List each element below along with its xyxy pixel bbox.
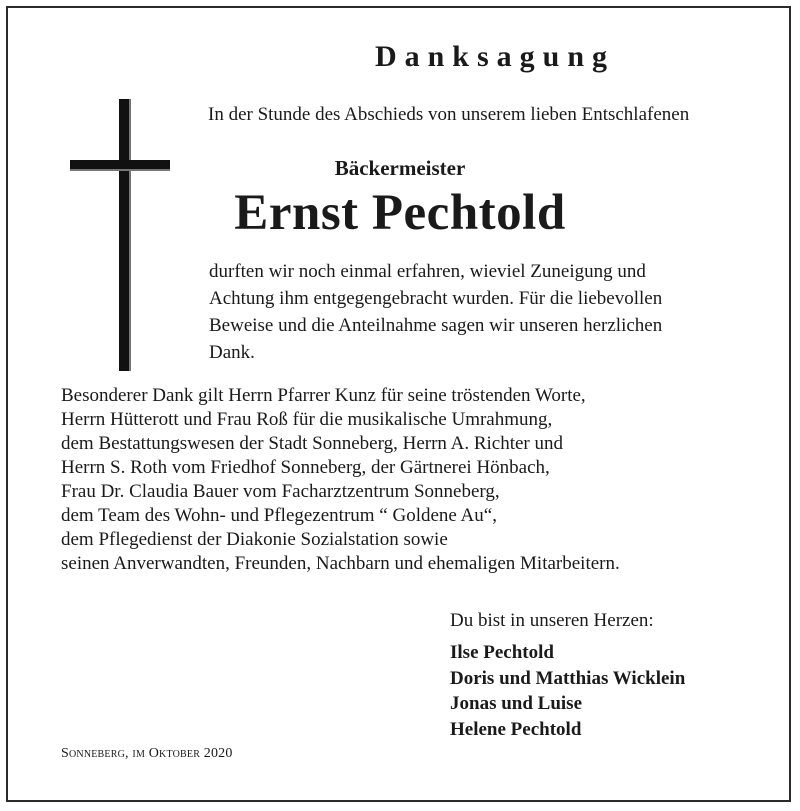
thanks-line: Beweise und die Anteilnahme sagen wir unseren herzlichen <box>209 315 663 336</box>
special-thanks-line: Herrn S. Roth vom Friedhof Sonneberg, der Gärtnerei Hönbach, <box>61 457 550 478</box>
thanks-line: durften wir noch einmal erfahren, wieviel Zuneigung und <box>209 261 646 282</box>
closing-line: Du bist in unseren Herzen: <box>450 610 654 631</box>
thanks-line: Achtung ihm entgegengebracht wurden. Für die liebevollen <box>209 288 663 309</box>
special-thanks-line: Frau Dr. Claudia Bauer vom Facharztzentrum Sonneberg, <box>61 481 500 502</box>
thanks-paragraph <box>209 258 769 366</box>
deceased-name: Ernst Pechtold <box>234 185 566 241</box>
special-thanks-paragraph <box>61 384 761 576</box>
mourner-name: Ilse Pechtold <box>450 642 554 663</box>
mourner-name: Doris und Matthias Wicklein <box>450 667 686 689</box>
cross-icon <box>68 96 202 374</box>
mourner-name: Helene Pechtold <box>450 718 582 740</box>
intro-text: In der Stunde des Abschieds von unserem lieben Entschlafenen <box>208 104 690 125</box>
special-thanks-line: dem Bestattungswesen der Stadt Sonneberg, Herrn A. Richter und <box>61 433 563 454</box>
deceased-role: Bäckermeister <box>334 156 466 180</box>
mourner-name: Jonas und Luise <box>450 693 583 714</box>
mourner-list <box>450 640 685 742</box>
special-thanks-line: dem Pflegedienst der Diakonie Sozialstation sowie <box>61 529 448 550</box>
special-thanks-line: dem Team des Wohn- und Pflegezentrum “ Goldene Au“, <box>61 505 497 526</box>
special-thanks-line: seinen Anverwandten, Freunden, Nachbarn und ehemaligen Mitarbeitern. <box>61 553 620 574</box>
special-thanks-line: Herrn Hütterott und Frau Roß für die musikalische Umrahmung, <box>61 409 553 430</box>
place-date: Sonneberg, im Oktober 2020 <box>61 746 233 761</box>
notice-title: Danksagung <box>374 40 616 73</box>
special-thanks-line: Besonderer Dank gilt Herrn Pfarrer Kunz für seine tröstenden Worte, <box>61 385 586 406</box>
thanks-line: Dank. <box>209 342 255 363</box>
